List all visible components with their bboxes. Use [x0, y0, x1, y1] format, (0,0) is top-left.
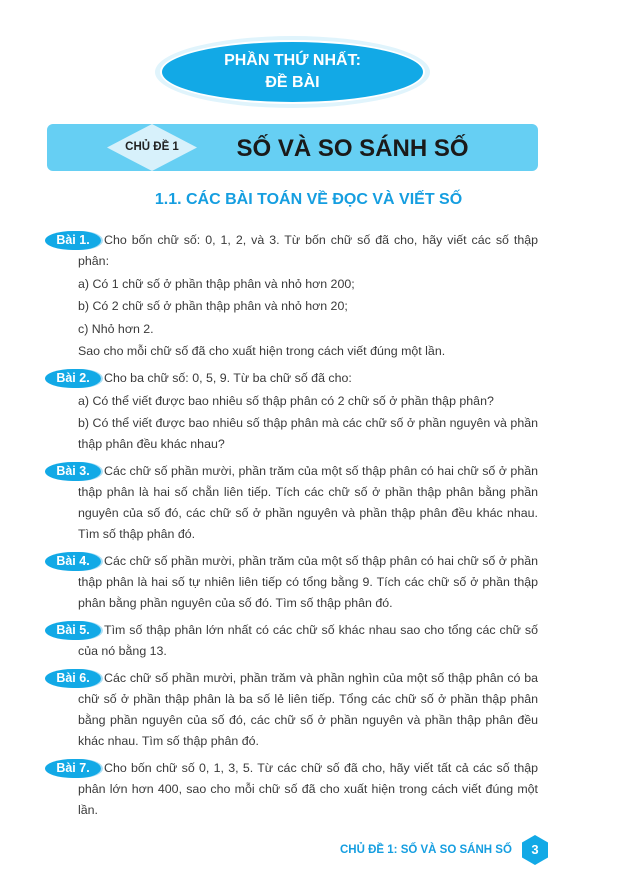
exercise-label: Bài 2. — [45, 369, 101, 388]
exercise-list — [0, 230, 617, 869]
exercise-2 — [56, 368, 538, 389]
exercise-part: c) Nhỏ hơn 2. — [78, 321, 154, 336]
exercise-part: b) Có thể viết được bao nhiêu số thập phân mà các chữ số ở phần nguyên và phần thập phân đều khác nhau? — [78, 416, 538, 451]
page-footer — [0, 835, 617, 869]
exercise-text: Cho ba chữ số: 0, 5, 9. Từ ba chữ số đã cho: — [104, 371, 352, 385]
exercise-label: Bài 4. — [45, 552, 101, 571]
exercise-part: a) Có thể viết được bao nhiêu số thập phân có 2 chữ số ở phần thập phân? — [78, 393, 494, 408]
exercise-text: Cho bốn chữ số: 0, 1, 2, và 3. Từ bốn chữ số đã cho, hãy viết các số thập phân: — [78, 233, 538, 268]
exercise-label: Bài 3. — [45, 462, 101, 481]
exercise-label: Bài 6. — [45, 669, 101, 688]
footer-topic: CHỦ ĐỀ 1: SỐ VÀ SO SÁNH SỐ — [340, 844, 512, 856]
exercise-text: Các chữ số phần mười, phần trăm và phần nghìn của một số thập phân có ba chữ số ở phần thập phân là ba số lẻ liên tiếp. Tổng các chữ số ở phần thập phân bằng phần nguyên của số đó, các chữ số ở phần nguyên và phần thập phân đều khác nhau. Tìm số thập phân đó. — [78, 671, 538, 748]
exercise-label: Bài 1. — [45, 231, 101, 250]
exercise-text: Các chữ số phần mười, phần trăm của một số thập phân có hai chữ số ở phần thập phân là hai số chẵn liên tiếp. Tích các chữ số ở phần thập phân bằng phần nguyên của số đó, các chữ số ở phần nguyên và phần thập phân đều khác nhau. Tìm số thập phân đó. — [78, 464, 538, 541]
topic-banner — [47, 124, 538, 171]
part-heading-line1: PHẦN THỨ NHẤT: — [224, 52, 361, 69]
exercise-text: Các chữ số phần mười, phần trăm của một số thập phân có hai chữ số ở phần thập phân là hai số tự nhiên liên tiếp có tổng bằng 9. Tích các chữ số ở phần thập phân bằng phần nguyên của số đó. Tìm số thập phân đó. — [78, 554, 538, 610]
exercise-3 — [56, 461, 538, 545]
section-title: 1.1. CÁC BÀI TOÁN VỀ ĐỌC VÀ VIẾT SỐ — [154, 191, 463, 208]
exercise-label: Bài 7. — [45, 759, 101, 778]
part-heading-ellipse — [155, 36, 430, 108]
exercise-7 — [56, 758, 538, 821]
topic-title: SỐ VÀ SO SÁNH SỐ — [236, 135, 469, 162]
exercise-text: Cho bốn chữ số 0, 1, 3, 5. Từ các chữ số đã cho, hãy viết tất cả các số thập phân lớn hơn 400, sao cho mỗi chữ số đã cho xuất hiện trong cách viết đúng một lần. — [78, 761, 538, 817]
exercise-text: Tìm số thập phân lớn nhất có các chữ số khác nhau sao cho tổng các chữ số của nó bằng 13. — [78, 623, 538, 658]
exercise-part: b) Có 2 chữ số ở phần thập phân và nhỏ hơn 20; — [78, 299, 348, 313]
exercise-part: Sao cho mỗi chữ số đã cho xuất hiện trong cách viết đúng một lần. — [78, 344, 446, 358]
exercise-5 — [56, 620, 538, 662]
exercise-part: a) Có 1 chữ số ở phần thập phân và nhỏ hơn 200; — [78, 276, 355, 291]
exercise-4 — [56, 551, 538, 614]
topic-label: CHỦ ĐỀ 1 — [125, 141, 179, 153]
part-heading-line2: ĐỀ BÀI — [265, 74, 320, 91]
exercise-6 — [56, 668, 538, 752]
page-number: 3 — [531, 842, 539, 857]
exercise-label: Bài 5. — [45, 621, 101, 640]
exercise-1 — [56, 230, 538, 272]
page-number-badge — [520, 835, 550, 865]
